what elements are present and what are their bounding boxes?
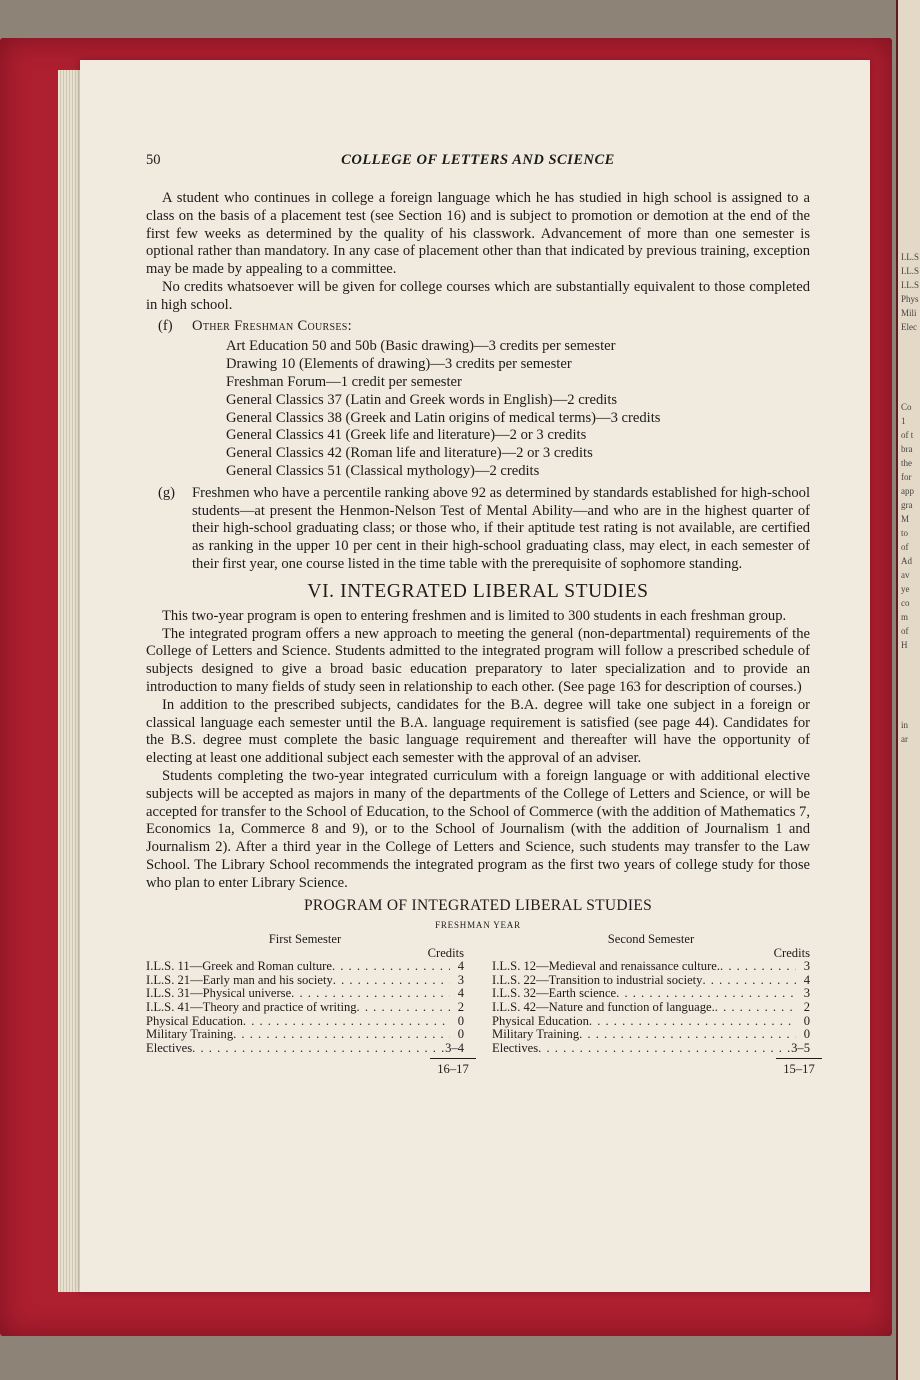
section-vi-heading: VI. INTEGRATED LIBERAL STUDIES [307,580,649,602]
paragraph-ils-2: The integrated program offers a new approach to meeting the general (non-departmental) requirements of the College of Letters and Science. Students admitted to the integrated program will follow a prescribed schedule of subjects designed to give a broad basic education preparatory to later specialization and to provide an introduction to many fields of study seen in relationship to each other. (See page 163 for description of courses.) [146,625,810,695]
credits-header: Credits [773,945,810,960]
section-g-label: (g) [158,484,176,501]
credits-header: Credits [427,945,464,960]
second-semester-total [492,1058,815,1077]
table-row [492,1042,810,1056]
facing-page-fragment: Co [901,402,912,412]
list-item: Drawing 10 (Elements of drawing)—3 credits per semester [226,356,572,373]
leader-dots [702,974,796,988]
facing-page-fragment: app [901,486,914,496]
book-page [80,60,870,1292]
facing-page-fragment: ar [901,734,908,744]
course-credits: 3 [803,986,810,1001]
facing-page-fragment: for [901,472,912,482]
table-row [492,960,810,974]
leader-dots [589,1015,796,1029]
paragraph-ils-1: This two-year program is open to entering freshmen and is limited to 300 students in each freshman group. [162,607,787,624]
second-semester-heading: Second Semester [607,932,695,947]
table-row [146,1028,464,1042]
paragraph-placement: A student who continues in college a foreign language which he has studied in high school is assigned to a class on the basis of a placement test (see Section 16) and is subject to promotion or demotion at the end of the first few weeks as determined by the quality of his classwork. Advancement of more than one semester is optional rather than mandatory. In any case of placement other than that indicated by previous training, exception may be made by appealing to a committee. [146,190,810,278]
list-item: General Classics 41 (Greek life and literature)—2 or 3 credits [226,427,587,444]
facing-page-fragment: ye [901,584,910,594]
facing-page-fragment: in [901,720,909,730]
facing-page-fragment: H [901,640,908,650]
course-credits: 0 [457,1027,464,1042]
section-g [146,485,810,574]
facing-page-fragment: M [901,514,910,524]
course-name: I.L.S. 22—Transition to industrial society [492,972,703,987]
facing-page-fragment: Mili [901,308,917,318]
first-semester-column [146,932,469,1077]
leader-dots [332,960,450,974]
facing-page-fragment: av [901,570,910,580]
facing-page-fragment: Ad [901,556,912,566]
course-credits: 3–5 [791,1040,810,1055]
facing-page-fragment: of [901,542,909,552]
leader-dots [720,960,796,974]
course-name: I.L.S. 21—Early man and his society [146,972,333,987]
course-credits: 0 [803,1013,810,1028]
list-item: Art Education 50 and 50b (Basic drawing)—3 credits per semester [226,338,616,355]
freshman-course-list [146,338,810,480]
leader-dots [616,987,796,1001]
leader-dots [715,1001,796,1015]
facing-page-fragment: of [901,626,909,636]
course-credits: 0 [803,1027,810,1042]
facing-page-fragment: m [901,612,909,622]
section-f-label: (f) [158,317,173,334]
paragraph-no-credits: No credits whatsoever will be given for college courses which are substantially equivalent to those completed in high school. [146,278,810,313]
first-semester-heading: First Semester [268,932,342,947]
table-row [492,1015,810,1029]
facing-page-edge [896,0,920,1380]
section-f [146,318,810,336]
course-name: Military Training [146,1027,234,1042]
facing-page-fragment: I.L.S [901,280,919,290]
program-table [146,932,815,1077]
list-item: General Classics 37 (Latin and Greek words in English)—2 credits [226,391,618,408]
course-name: I.L.S. 31—Physical universe [146,986,292,1001]
table-row [146,987,464,1001]
course-credits: 3 [803,959,810,974]
freshman-year-label: FRESHMAN YEAR [435,920,521,931]
course-name: Physical Education [492,1013,589,1028]
course-name: I.L.S. 12—Medieval and renaissance culture. [492,959,721,974]
course-credits: 3–4 [445,1040,464,1055]
program-title: PROGRAM OF INTEGRATED LIBERAL STUDIES [303,897,653,915]
facing-page-fragment: Elec [901,322,917,332]
leader-dots [357,1001,450,1015]
total-value: 16–17 [430,1058,476,1077]
list-item: General Classics 51 (Classical mythology)—2 credits [226,462,540,479]
list-item: General Classics 42 (Roman life and literature)—2 or 3 credits [226,445,593,462]
course-credits: 4 [803,972,810,987]
facing-page-fragment: bra [901,444,913,454]
first-semester-rows [146,960,464,1055]
running-head-title: COLLEGE OF LETTERS AND SCIENCE [341,152,615,168]
table-row [146,1015,464,1029]
table-row [492,1028,810,1042]
leader-dots [579,1028,796,1042]
facing-page-fragment: co [901,598,910,608]
table-row [492,1001,810,1015]
course-credits: 2 [803,1000,810,1015]
section-f-heading: Other Freshman Courses: [192,317,352,334]
facing-page-fragment: of t [901,430,914,440]
table-row [146,1042,464,1056]
facing-page-fragment: to [901,528,909,538]
leader-dots [291,987,450,1001]
running-header [146,152,810,174]
section-g-text: Freshmen who have a percentile ranking above 92 as determined by standards established for high-school students—at present the Henmon-Nelson Test of Mental Ability—and who are in the highest quarter of their high-school graduating class; or those who, if their aptitude test rating is not available, are certified as ranking in the upper 10 per cent in their high-school graduating class, may elect, in each semester of their first year, one course listed in the time table with the prerequisite of sophomore standing. [192,484,810,572]
facing-page-fragment: Phys [901,294,919,304]
table-row [492,987,810,1001]
facing-page-fragment: the [901,458,912,468]
table-row [492,974,810,988]
course-name: Electives [146,1040,193,1055]
total-value: 15–17 [776,1058,822,1077]
list-item: General Classics 38 (Greek and Latin origins of medical terms)—3 credits [226,409,661,426]
course-name: Physical Education [146,1013,243,1028]
course-credits: 2 [457,1000,464,1015]
leader-dots [192,1042,445,1056]
paragraph-ils-3: In addition to the prescribed subjects, candidates for the B.A. degree will take one subject in a foreign or classical language each semester until the B.A. language requirement is satisfied (see page 44). Candidates for the B.S. degree must complete the basic language requirement and thereafter will have the opportunity of electing at least one additional subject each semester with the approval of an adviser. [146,696,810,767]
facing-page-fragment: I.L.S [901,266,919,276]
course-name: I.L.S. 32—Earth science [492,986,617,1001]
table-row [146,960,464,974]
facing-page-fragment: gra [901,500,913,510]
page-number: 50 [146,152,161,168]
course-credits: 3 [457,972,464,987]
course-credits: 4 [457,986,464,1001]
course-name: Military Training [492,1027,580,1042]
course-credits: 0 [457,1013,464,1028]
first-semester-total [146,1058,469,1077]
paragraph-ils-4: Students completing the two-year integrated curriculum with a foreign language or with additional elective subjects will be accepted as majors in many of the departments of the College of Letters and Science, or will be accepted for transfer to the School of Education, to the School of Commerce (with the addition of Mathematics 7, Economics 1a, Commerce 8 and 9), or to the School of Journalism (with the addition of Journalism 1 and Journalism 2). After a third year in the College of Letters and Science, such students may transfer to the Law School. The Library School recommends the integrated program as the first two years of college study for those who plan to enter Library Science. [146,767,810,891]
page-content [146,152,815,1077]
leader-dots [243,1015,450,1029]
second-semester-column [492,932,815,1077]
course-name: I.L.S. 41—Theory and practice of writing [146,1000,357,1015]
course-name: I.L.S. 11—Greek and Roman culture [146,959,332,974]
leader-dots [538,1042,791,1056]
leader-dots [233,1028,450,1042]
facing-page-fragment: I.L.S [901,252,919,262]
leader-dots [333,974,450,988]
table-row [146,974,464,988]
course-name: I.L.S. 42—Nature and function of language. [492,1000,715,1015]
course-name: Electives [492,1040,539,1055]
table-row [146,1001,464,1015]
list-item: Freshman Forum—1 credit per semester [226,373,462,390]
second-semester-rows [492,960,810,1055]
facing-page-fragment: 1 [901,416,906,426]
course-credits: 4 [457,959,464,974]
